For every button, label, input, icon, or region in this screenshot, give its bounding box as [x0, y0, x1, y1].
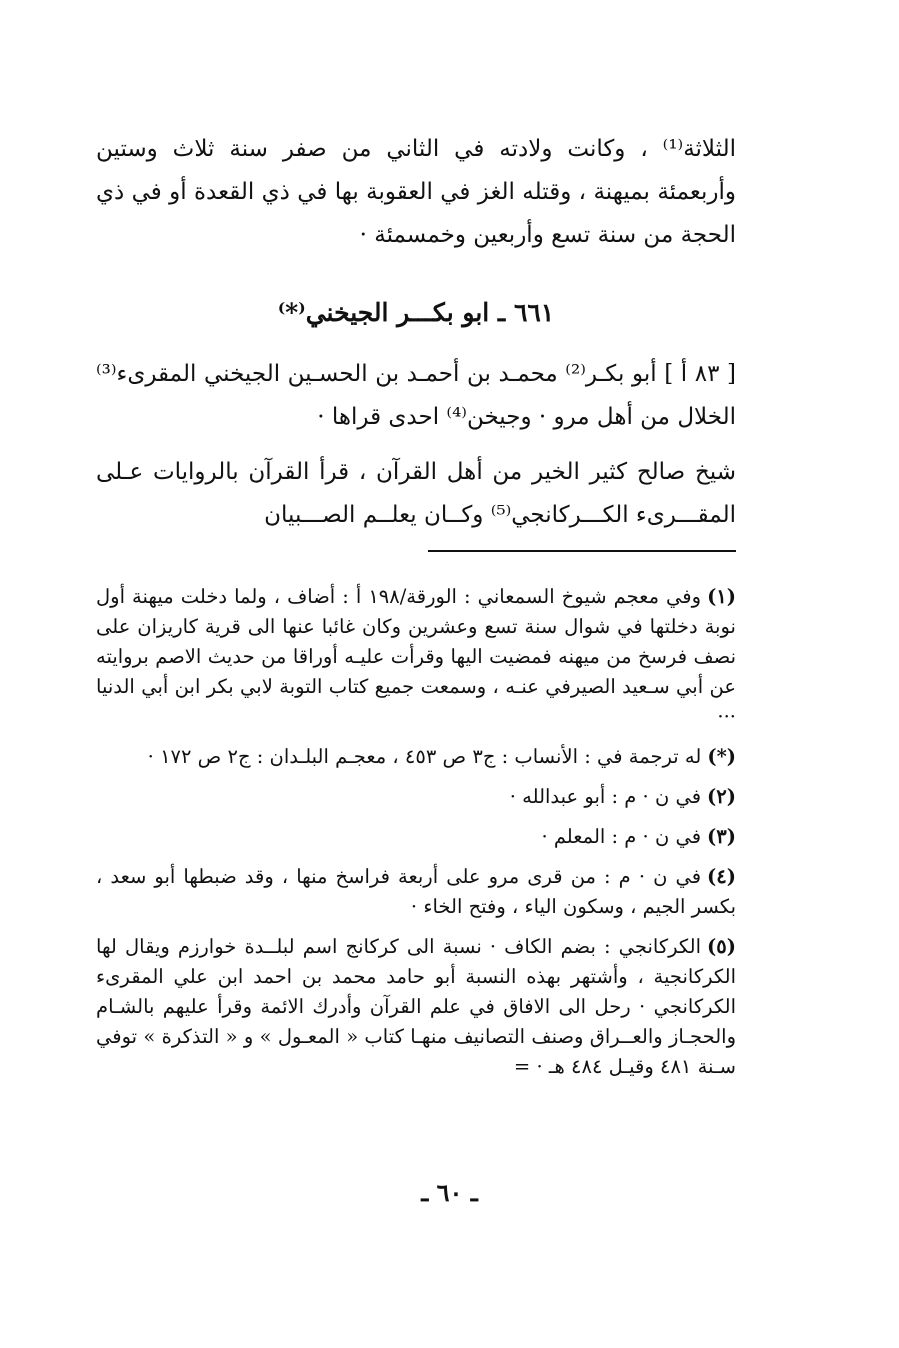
page-number: ـ ٦٠ ـ — [421, 1178, 478, 1207]
footnote — [96, 782, 736, 812]
footnotes — [96, 582, 736, 1092]
footnote-text: وفي معجم شيوخ السمعاني : الورقة/١٩٨ أ : أضاف ، ولما دخلت ميهنة أول نوبة دخلتها في شوال سنة تسع وعشرين وكان غائبا عنها الى قرية كاريزان على نصف فرسخ من ميهنه فمضيت اليها وقرأت عليـه أوراقا من حديث الاصم بروايته عن أبي سـعيد الصيرفي عنـه ، وسمعت جميع كتاب التوبة لابي بكر ابن أبي الدنيا ··· — [96, 585, 736, 728]
footnote-number: (٤) — [707, 865, 736, 888]
paragraph-entry-description: شيخ صالح كثير الخير من أهل القرآن ، قرأ القرآن بالروايات عـلى المقـــرىء الكـــركانجي⁽⁵⁾ وكــان يعلــم الصـــبيان — [96, 459, 736, 528]
footnote-number: (٣) — [707, 825, 736, 848]
footnote-number: (٢) — [707, 785, 736, 808]
footnote-number: (*) — [707, 745, 736, 768]
footnote-number: (١) — [707, 585, 737, 608]
footnote-text: في ن · م : من قرى مرو على أربعة فراسخ منها ، وقد ضبطها أبو سعد ، بكسر الجيم ، وسكون الياء ، وفتح الخاء · — [96, 865, 736, 918]
footnote-text: الكركانجي : بضم الكاف · نسبة الى كركانج اسم لبلــدة خوارزم ويقال لها الكركانجية ، وأشتهر بهذه النسبة أبو حامد محمد بن احمد ابن علي المقرىء الكركانجي · رحل الى الافاق في علم القرآن وأدرك الائمة وقرأ عليهم بالشـام والحجـاز والعــراق وصنف التصانيف منهـا كتاب « المعـول » و « التذكرة » توفي سـنة ٤٨١ وقيـل ٤٨٤ هـ · = — [96, 935, 736, 1078]
entry-heading: ٦٦١ ـ ابو بكـــر الجيخني⁽*⁾ — [277, 298, 555, 327]
footnote-text: في ن · م : المعلم · — [541, 825, 702, 848]
footnote — [96, 932, 736, 1082]
footnote — [96, 742, 736, 772]
footnote — [96, 822, 736, 852]
paragraph-entry-name: [ ٨٣ أ ] أبو بكـر⁽²⁾ محمـد بن أحمـد بن الحسـين الجيخني المقرىء⁽³⁾ الخلال من أهل مرو · وجيخن⁽⁴⁾ احدى قراها · — [96, 361, 737, 430]
paragraph-continuation: الثلاثة⁽¹⁾ ، وكانت ولادته في الثاني من صفر سنة ثلاث وستين وأربعمئة بميهنة ، وقتله الغز في العقوبة بها في ذي القعدة أو في ذي الحجة من سنة تسع وأربعين وخمسمئة · — [96, 136, 736, 248]
footnote — [96, 582, 736, 732]
footnote-text: في ن · م : أبو عبدالله · — [509, 785, 702, 808]
footnote-divider — [428, 550, 736, 552]
footnote-text: له ترجمة في : الأنساب : ج٣ ص ٤٥٣ ، معجـم البلـدان : ج٢ ص ١٧٢ · — [147, 745, 702, 768]
footnote-number: (٥) — [707, 935, 736, 958]
footnote — [96, 862, 736, 922]
